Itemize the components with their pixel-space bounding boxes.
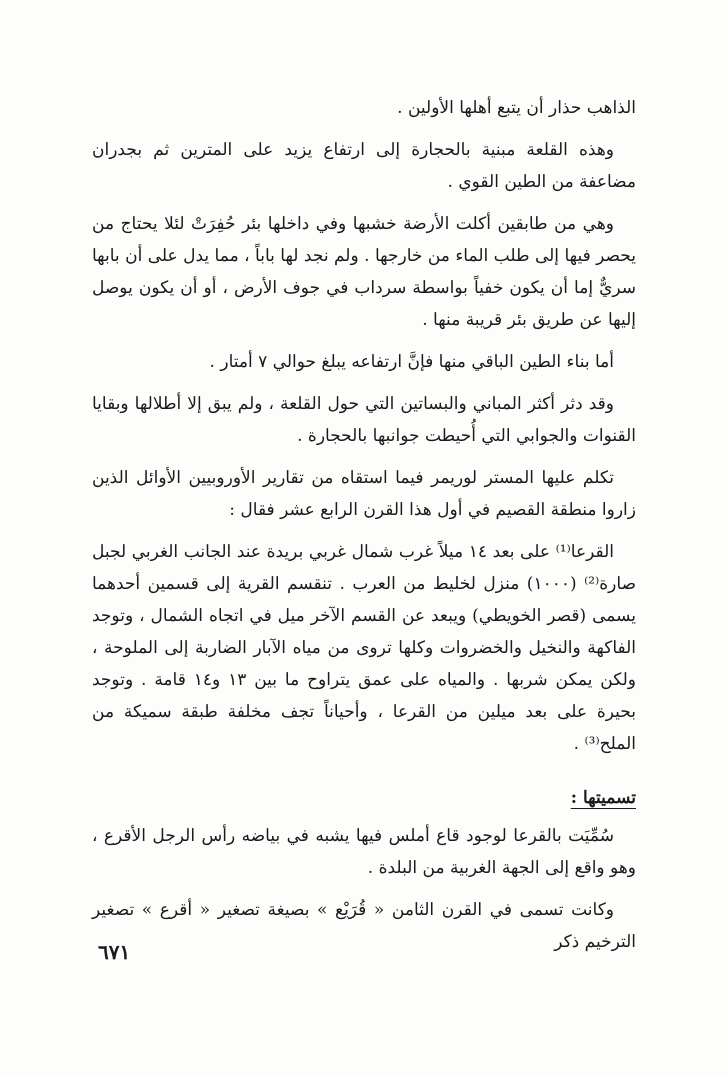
- page-body: [92, 92, 636, 968]
- paragraph-3: وهي من طابقين أكلت الأرضة خشبها وفي داخلها بئر حُفِرَتْ لئلا يحتاج من يحصر فيها إلى طلب الماء من خارجها . ولم نجد لها باباً ، مما يدل على أن بابها سريٌّ إما أن يكون خفياً بواسطة سرداب في جوف الأرض ، أو أن يكون يوصل إليها عن طريق بئر قريبة منها .: [92, 214, 636, 330]
- naming-paragraph-2: وكانت تسمى في القرن الثامن « قُرَيْع » بصيغة تصغير « أقرع » تصغير الترخيم ذكر: [92, 900, 636, 952]
- page-number: ٦٧١: [98, 940, 131, 964]
- section-heading-naming: تسميتها :: [570, 788, 636, 808]
- paragraph-6: تكلم عليها المستر لوريمر فيما استقاه من تقارير الأوروبيين الأوائل الذين زاروا منطقة القصيم في أول هذا القرن الرابع عشر فقال :: [92, 468, 636, 520]
- naming-paragraph-1: سُمِّيَت بالقرعا لوجود قاع أملس فيها يشبه في بياضه رأس الرجل الأقرع ، وهو واقع إلى الجهة الغربية من البلدة .: [92, 826, 636, 878]
- paragraph-4: أما بناء الطين الباقي منها فإنَّ ارتفاعه يبلغ حوالي ٧ أمتار .: [209, 352, 614, 372]
- paragraph-2: وهذه القلعة مبنية بالحجارة إلى ارتفاع يزيد على المترين ثم بجدران مضاعفة من الطين القوي .: [92, 140, 636, 192]
- paragraph-5: وقد دثر أكثر المباني والبساتين التي حول القلعة ، ولم يبق إلا أطلالها وبقايا القنوات والجوابي التي أُحيطت جوانبها بالحجارة .: [92, 394, 636, 446]
- paragraph-1: الذاهب حذار أن يتبع أهلها الأولين .: [397, 98, 636, 118]
- paragraph-7-quote: القرعا⁽¹⁾ على بعد ١٤ ميلاً غرب شمال غربي بريدة عند الجانب الغربي لجبل صارة⁽²⁾ (١٠٠٠) منزل لخليط من العرب . تنقسم القرية إلى قسمين أحدهما يسمى (قصر الخويطي) ويبعد عن القسم الآخر ميل في اتجاه الشمال ، وتوجد الفاكهة والنخيل والخضروات وكلها تروى من مياه الآبار الضاربة إلى الملوحة ، ولكن يمكن شربها . والمياه على عمق يتراوح ما بين ١٣ و١٤ قامة . وتوجد بحيرة على بعد ميلين من القرعا ، وأحياناً تجف مخلفة طبقة سميكة من الملح⁽³⁾ .: [92, 542, 637, 754]
